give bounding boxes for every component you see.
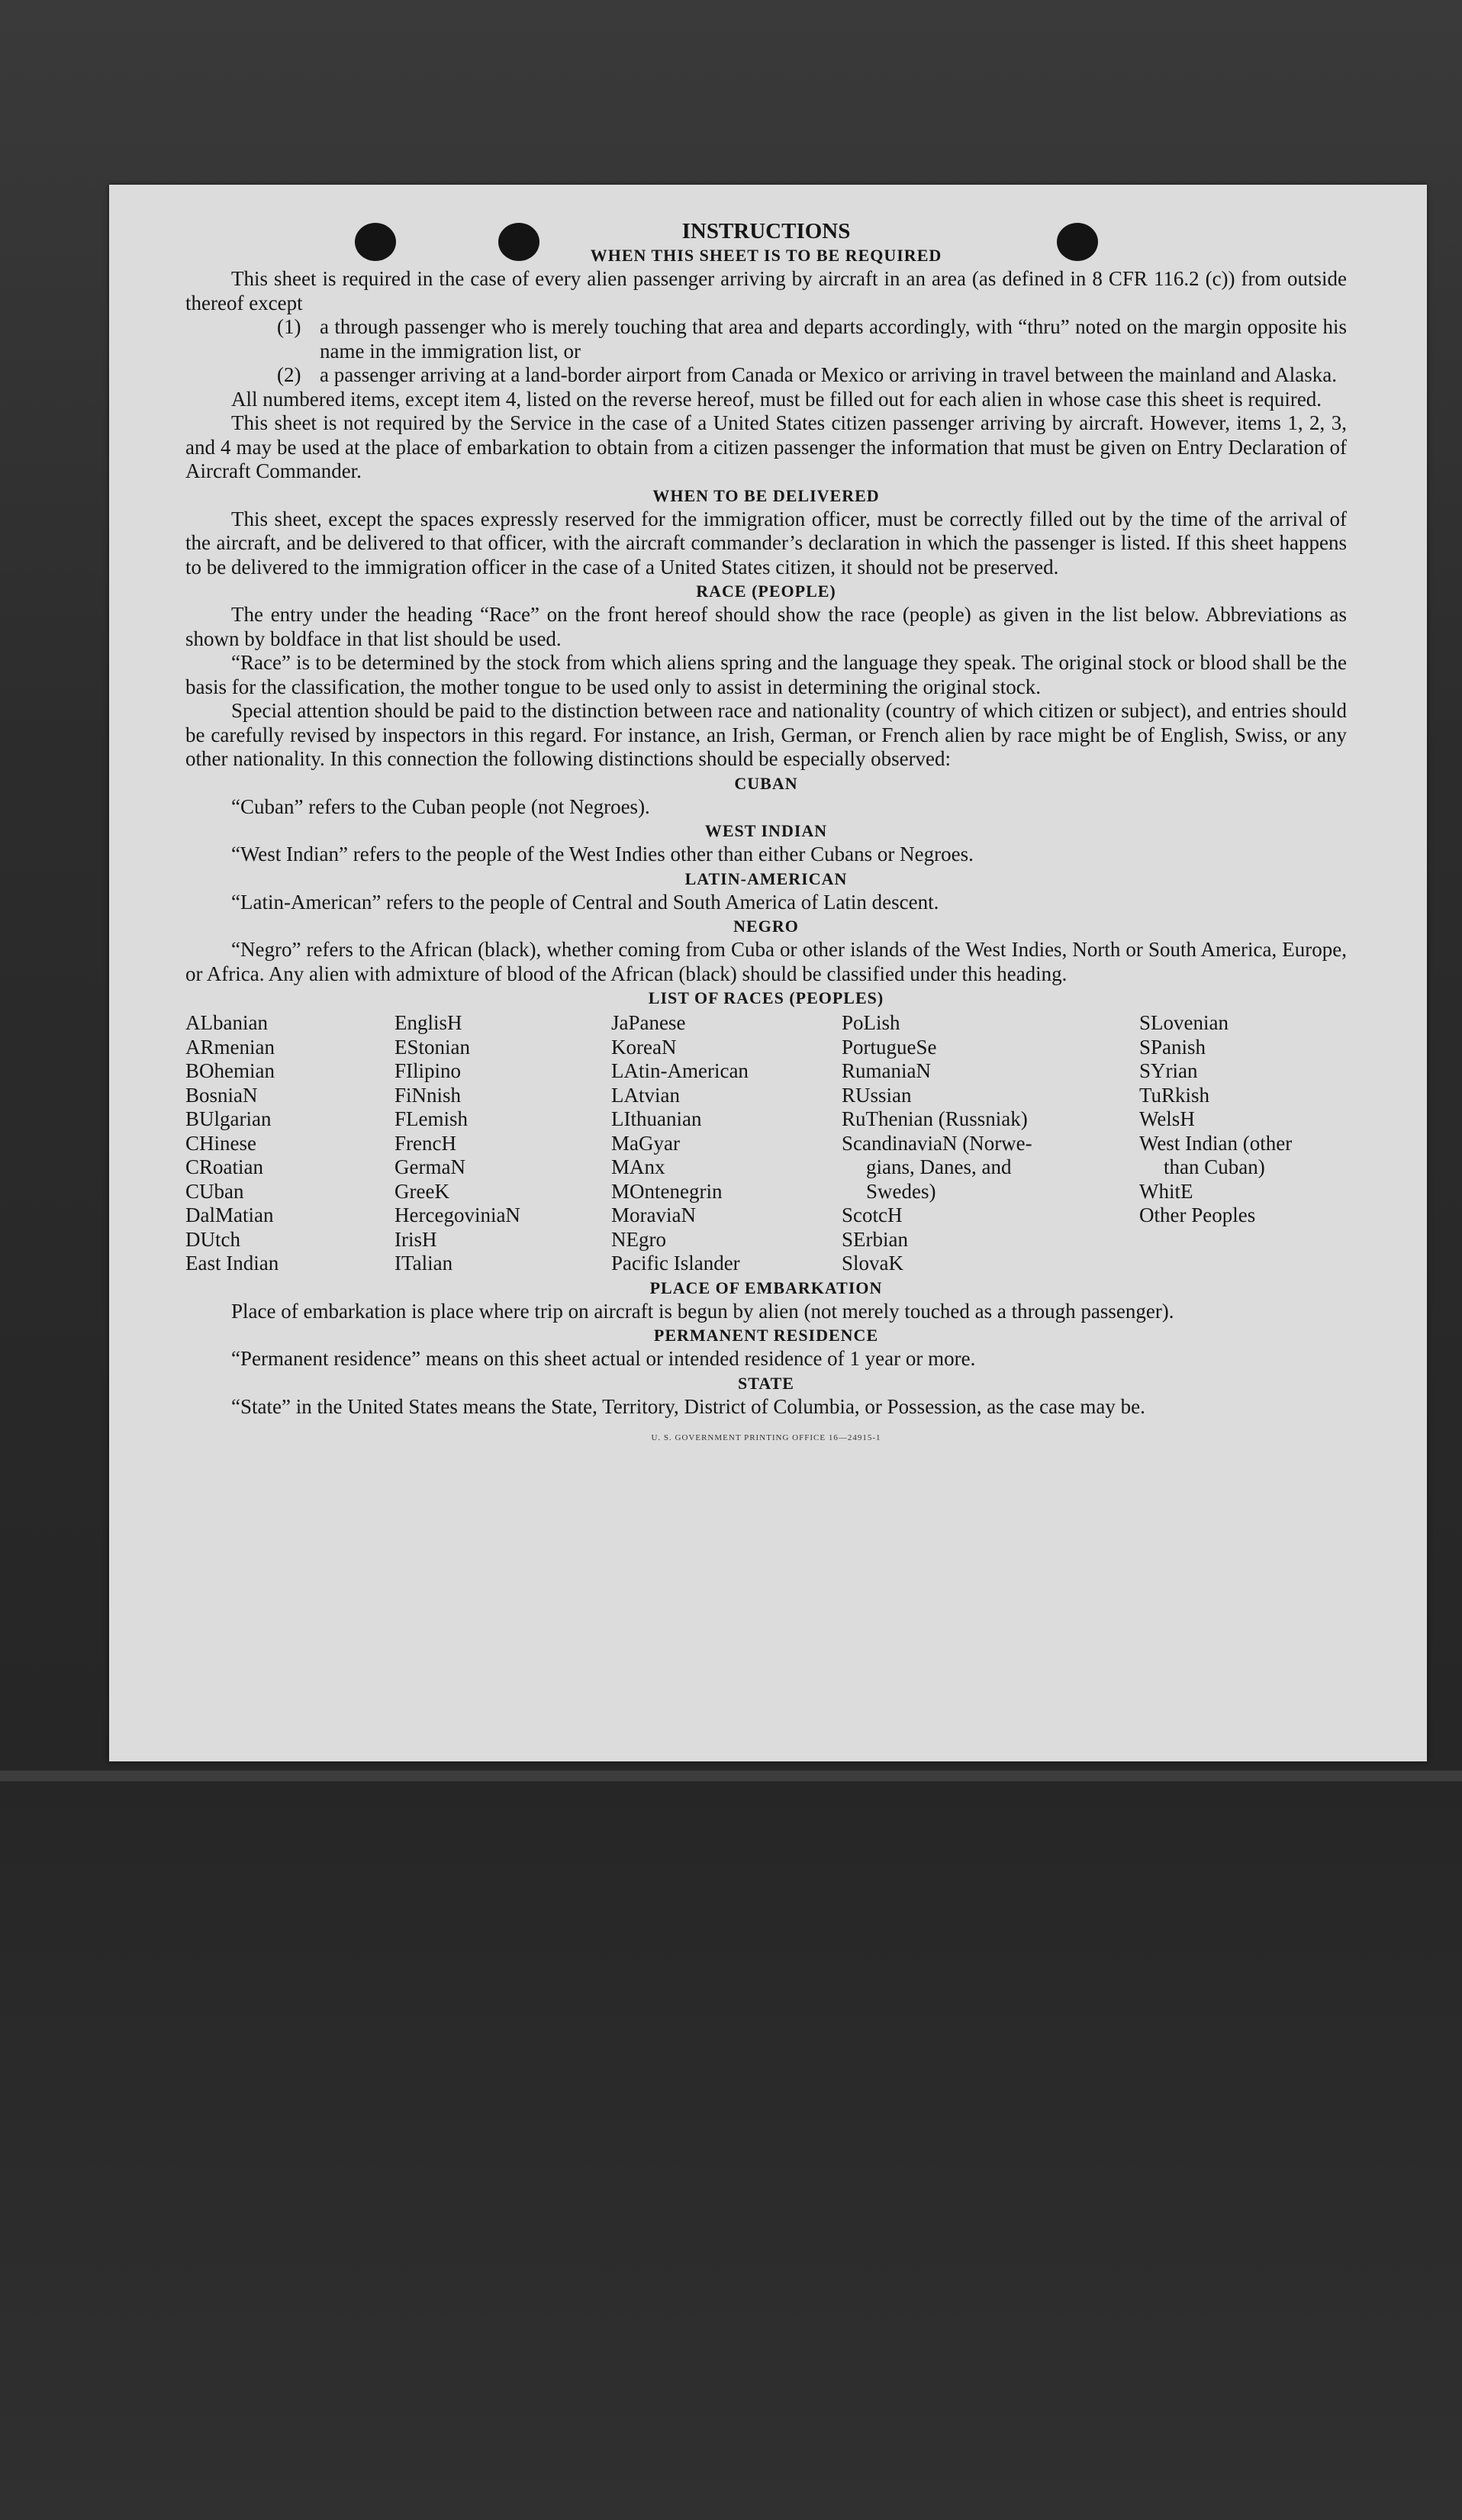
race-entry: DUtch <box>185 1227 240 1251</box>
race-entry: FiNnish <box>394 1083 462 1107</box>
race-para-3: Special attention should be paid to the distinction between race and nationality (country of which citizen or subject), and entries should be carefully revised by inspectors in this regard. For instance, an Irish, German, or French alien by race might be of English, Swiss, or any other nationality. In this connection the following distinctions should be especially observed: <box>185 699 1347 770</box>
section-heading-negro: NEGRO <box>733 917 799 936</box>
embarkation-para: Place of embarkation is place where trip on aircraft is begun by alien (not merely touched as a through passenger). <box>231 1299 1174 1323</box>
race-entry: RumaniaN <box>842 1059 931 1082</box>
race-entry: SlovaK <box>842 1252 903 1275</box>
race-entry: RUssian <box>842 1083 912 1107</box>
race-entry: than Cuban) <box>1164 1155 1265 1178</box>
race-entry: East Indian <box>185 1252 279 1275</box>
section-heading-required: WHEN THIS SHEET IS TO BE REQUIRED <box>590 246 942 265</box>
exception-item <box>277 315 1347 363</box>
race-entry: LAtvian <box>611 1083 680 1107</box>
state-para: “State” in the United States means the State, Territory, District of Columbia, or Possession, as the case may be. <box>231 1394 1145 1418</box>
race-entry: CUban <box>185 1179 244 1203</box>
race-entry: LAtin-American <box>611 1059 749 1082</box>
residence-para: “Permanent residence” means on this sheet actual or intended residence of 1 year or more. <box>231 1347 976 1370</box>
race-entry: LIthuanian <box>611 1107 702 1130</box>
race-entry: DalMatian <box>185 1204 274 1226</box>
race-entry: WelsH <box>1139 1107 1195 1130</box>
race-entry: GermaN <box>394 1155 465 1178</box>
race-entry: SPanish <box>1139 1035 1206 1059</box>
races-column-2 <box>394 1011 611 1276</box>
section-heading-state: STATE <box>738 1373 794 1393</box>
race-entry: FrencH <box>394 1131 456 1155</box>
item-text: a passenger arriving at a land-border airport from Canada or Mexico or arriving in travel between the mainland and Alaska. <box>320 363 1338 386</box>
section-heading-race: RACE (PEOPLE) <box>696 582 836 601</box>
races-column-4 <box>842 1011 1139 1276</box>
race-entry: KoreaN <box>611 1035 677 1059</box>
race-entry: ARmenian <box>185 1035 275 1059</box>
race-entry: EStonian <box>394 1035 470 1059</box>
item-number: (2) <box>277 363 301 386</box>
race-entry: SErbian <box>842 1227 908 1251</box>
race-entry: Swedes) <box>866 1179 936 1203</box>
race-entry: ScandinaviaN (Norwe- <box>842 1131 1032 1155</box>
latin-american-para: “Latin-American” refers to the people of Central and South America of Latin descent. <box>231 890 939 914</box>
race-entry: West Indian (other <box>1139 1131 1293 1155</box>
race-entry: CHinese <box>185 1131 256 1155</box>
race-entry: FLemish <box>394 1107 469 1130</box>
race-entry: ScotcH <box>842 1204 903 1226</box>
race-entry: CRoatian <box>185 1155 263 1178</box>
race-entry: SYrian <box>1139 1059 1198 1082</box>
exception-item <box>277 363 1347 388</box>
race-entry: BUlgarian <box>185 1107 272 1130</box>
race-entry: MOntenegrin <box>611 1179 723 1203</box>
printing-office-imprint: U. S. GOVERNMENT PRINTING OFFICE 16—24915-1 <box>651 1433 881 1442</box>
race-para-1: The entry under the heading “Race” on the front hereof should show the race (people) as given in the list below. Abbreviations as shown by boldface in that list should be used. <box>185 603 1347 650</box>
race-entry: IrisH <box>394 1227 437 1251</box>
race-entry: WhitE <box>1139 1179 1193 1203</box>
races-column-1 <box>185 1011 394 1276</box>
race-entry: JaPanese <box>611 1011 686 1034</box>
required-para-2: All numbered items, except item 4, listed on the reverse hereof, must be filled out for each alien in whose case this sheet is required. <box>231 387 1322 411</box>
race-entry: SLovenian <box>1139 1011 1229 1034</box>
page-title: INSTRUCTIONS <box>681 219 851 243</box>
item-number: (1) <box>277 315 301 338</box>
races-column-3 <box>611 1011 842 1276</box>
race-entry: PortugueSe <box>842 1035 937 1059</box>
section-heading-embarkation: PLACE OF EMBARKATION <box>649 1278 883 1297</box>
west-indian-para: “West Indian” refers to the people of the West Indies other than either Cubans or Negroes. <box>231 843 974 865</box>
race-entry: ITalian <box>394 1252 453 1275</box>
item-text: a through passenger who is merely touching that area and departs accordingly, with “thru” noted on the margin opposite his name in the immigration list, or <box>320 315 1347 363</box>
race-entry: EnglisH <box>394 1011 462 1034</box>
section-heading-cuban: CUBAN <box>734 773 798 793</box>
section-heading-latin-american: LATIN-AMERICAN <box>684 868 848 888</box>
race-entry: MAnx <box>611 1155 665 1178</box>
race-entry: PoLish <box>842 1011 900 1034</box>
race-entry: BOhemian <box>185 1059 275 1082</box>
race-entry: HercegoviniaN <box>394 1204 520 1226</box>
required-intro: This sheet is required in the case of every alien passenger arriving by aircraft in an area (as defined in 8 CFR 116.2 (c)) from outside thereof except <box>185 267 1347 314</box>
race-para-2: “Race” is to be determined by the stock from which aliens spring and the language they speak. The original stock or blood shall be the basis for the classification, the mother tongue to be used only to assist in determining the original stock. <box>185 651 1347 698</box>
race-entry: MaGyar <box>611 1131 680 1155</box>
race-entry: BosniaN <box>185 1083 258 1107</box>
race-entry: Pacific Islander <box>611 1252 740 1275</box>
race-entry: GreeK <box>394 1179 449 1203</box>
required-para-3: This sheet is not required by the Service in the case of a United States citizen passenger arriving by aircraft. However, items 1, 2, 3, and 4 may be used at the place of embarkation to obtain from a citizen passenger the information that must be given on Entry Declaration of Aircraft Commander. <box>185 411 1347 482</box>
section-heading-residence: PERMANENT RESIDENCE <box>653 1326 879 1345</box>
negro-para: “Negro” refers to the African (black), whether coming from Cuba or other islands of the West Indies, North or South America, Europe, or Africa. Any alien with admixture of blood of the African (black) should be classified under this heading. <box>185 938 1347 985</box>
races-column-5 <box>1139 1011 1347 1276</box>
section-heading-west-indian: WEST INDIAN <box>704 821 828 840</box>
instructions-content <box>185 218 1347 1451</box>
document-page <box>109 185 1427 1761</box>
section-heading-races-list: LIST OF RACES (PEOPLES) <box>648 988 884 1007</box>
film-band <box>0 1771 1462 1781</box>
race-entry: RuThenian (Russniak) <box>842 1107 1028 1130</box>
section-heading-delivered: WHEN TO BE DELIVERED <box>652 485 880 505</box>
race-entry: MoraviaN <box>611 1204 696 1226</box>
delivered-para: This sheet, except the spaces expressly reserved for the immigration officer, must be correctly filled out by the time of the arrival of the aircraft, and be delivered to that officer, with the aircraft commander’s declaration in which the passenger is listed. If this sheet happens to be delivered to the immigration officer in the case of a United States citizen, it should not be preserved. <box>185 507 1347 578</box>
race-entry: FIlipino <box>394 1059 462 1082</box>
race-entry: gians, Danes, and <box>866 1155 1012 1178</box>
race-entry: Other Peoples <box>1139 1204 1256 1226</box>
cuban-para: “Cuban” refers to the Cuban people (not Negroes). <box>231 794 650 818</box>
race-entry: NEgro <box>611 1227 666 1251</box>
race-entry: ALbanian <box>185 1011 268 1034</box>
races-table <box>185 1011 1347 1276</box>
race-entry: TuRkish <box>1139 1083 1210 1107</box>
